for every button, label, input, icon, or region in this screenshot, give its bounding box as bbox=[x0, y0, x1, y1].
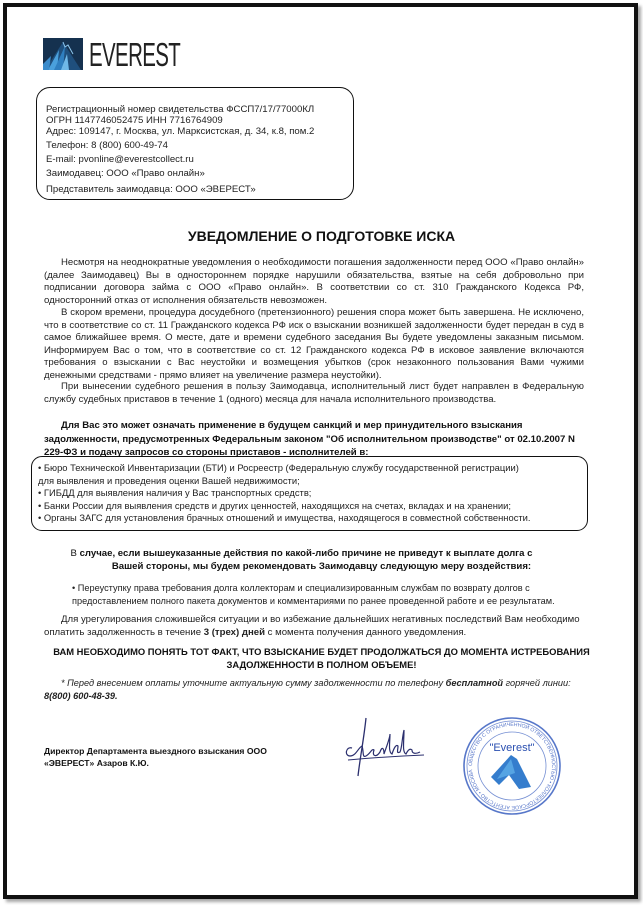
lender-representative: Представитель заимодавца: ООО «ЭВЕРЕСТ» bbox=[46, 184, 256, 196]
ogrn-inn: ОГРН 1147746052475 ИНН 7716764909 bbox=[46, 114, 223, 126]
company-stamp-icon bbox=[461, 715, 563, 817]
warning-line-2: ЗАДОЛЖЕННОСТИ В ПОЛНОМ ОБЪЕМЕ! bbox=[226, 658, 417, 670]
footnote-start: * Перед внесением оплаты уточните актуальную сумму задолженности по телефону bbox=[61, 678, 446, 688]
phone: Телефон: 8 (800) 600-49-74 bbox=[46, 139, 168, 151]
bullet-item-zags: • Органы ЗАГС для установления брачных отношений и имущества, находящегося в совместной собственности. bbox=[38, 512, 531, 524]
bullet-item-banks: • Банки России для выявления средств и других ценностей, находящихся на счетах, вкладах и на хранении; bbox=[38, 499, 511, 511]
payment-deadline: 3 (трех) дней bbox=[203, 626, 265, 638]
director-signature-block bbox=[44, 745, 267, 769]
footnote-free: бесплатной bbox=[445, 678, 504, 688]
document-title: УВЕДОМЛЕНИЕ О ПОДГОТОВКЕ ИСКА bbox=[187, 228, 456, 244]
email: E-mail: pvonline@everestcollect.ru bbox=[46, 153, 194, 165]
lender: Заимодавец: ООО «Право онлайн» bbox=[46, 167, 205, 179]
paragraph-7-payment bbox=[44, 614, 584, 639]
paragraph-1: Несмотря на неоднократные уведомления о необходимости погашения задолженности перед ООО «Право онлайн» (далее Заимодавец) Вы в одностороннем порядке нарушили обязательства, взятые на себя добровольно при подписании договора займа с ООО «Право онлайн». В соответствии со ст. 310 Гражданского Кодекса РФ, односторонний отказ от исполнения обязательств невозможен. bbox=[44, 257, 584, 306]
paragraph-6-line2: предоставлением полного пакета документов и комментариями по ранее проведенной работе и ее результатам. bbox=[72, 595, 555, 606]
bullet-item-bti-cont: для выявления и проведения оценки Вашей недвижимости; bbox=[38, 474, 300, 486]
bullet-item-gibdd: • ГИБДД для выявления наличия у Вас транспортных средств; bbox=[38, 487, 312, 499]
enforcement-agencies-box bbox=[31, 456, 588, 531]
company-info-box bbox=[36, 87, 354, 200]
paragraph-6-line1: • Переуступку права требования долга коллекторам и специализированным службам по возврату долгов с bbox=[72, 583, 530, 593]
registration-number: Регистрационный номер свидетельства ФССП7/17/77000КЛ bbox=[46, 104, 315, 115]
svg-text:"Everest": "Everest" bbox=[489, 742, 535, 754]
paragraph-5-line1: случае, если вышеуказанные действия по какой-либо причине не приведут к выплате долга с bbox=[79, 548, 533, 559]
logo-wordmark: EVEREST bbox=[89, 36, 181, 73]
paragraph-6-assignment bbox=[72, 582, 612, 607]
paragraph-3: При вынесении судебного решения в пользу Заимодавца, исполнительный лист будет направлен в Федеральную службу судебных приставов в течение 1 (одного) месяца для начала исполнительного производства. bbox=[44, 381, 584, 405]
footnote bbox=[44, 677, 584, 702]
address: Адрес: 109147, г. Москва, ул. Марксистская, д. 34, к.8, пом.2 bbox=[46, 125, 315, 137]
paragraph-2: В скором времени, процедура досудебного (претензионного) решения спора может быть завершена. Не исключено, что в соответствие со ст. 11 Гражданского кодекса РФ иск о взыскании возникшей задолженности будет передан в суд в самое ближайшее время. О месте, дате и времени судебного заседания Вы будете уведомлены заказным письмом. Информируем Вас о том, что в соответствие со ст. 12 Гражданского кодекса РФ в исковое заявление включаются требования о взыскании с Вас неустойки и возмещения убытков (срок незаконного пользования Вами чужими денежными средствами - прямо влияет на увеличение размера неустойки). bbox=[44, 307, 584, 381]
handwritten-signature-icon bbox=[340, 708, 430, 783]
hotline-phone: 8(800) 600-48-39. bbox=[44, 690, 118, 701]
warning-notice bbox=[0, 646, 643, 672]
bullet-item-bti: • Бюро Технической Инвентаризации (БТИ) и Росреестр (Федеральную службу государственной регистрации) bbox=[38, 462, 519, 473]
paragraph-7-start: Для урегулирования сложившейся ситуации и во избежание дальнейших негативных последствий Вам необходимо оплатить задолженность в течение bbox=[44, 614, 580, 638]
paragraph-4-sanctions: Для Вас это может означать применение в будущем санкций и мер принудительного взыскания задолженности, предусмотренных Федеральным законом "Об исполнительном производстве" от 02.10.2007 N 229-ФЗ и подачу запросов со стороны приставов - исполнителей в: bbox=[44, 420, 575, 458]
warning-line-1: ВАМ НЕОБХОДИМО ПОНЯТЬ ТОТ ФАКТ, ЧТО ВЗЫСКАНИЕ БУДЕТ ПРОДОЛЖАТЬСЯ ДО МОМЕНТА ИСТРЕБОВАНИЯ bbox=[53, 646, 590, 657]
paragraph-7-end: с момента получения данного уведомления. bbox=[265, 626, 467, 638]
paragraph-5-line2: Вашей стороны, мы будем рекомендовать Заимодавцу следующую меру воздействия: bbox=[111, 561, 532, 572]
paragraph-5-recommendation bbox=[0, 547, 643, 573]
director-title: Директор Департамента выездного взыскания ООО bbox=[44, 746, 267, 756]
mountain-logo-icon bbox=[43, 38, 83, 70]
svg-text:ОБЩЕСТВО С ОГРАНИЧЕННОЙ ОТВЕТС: ОБЩЕСТВО С ОГРАНИЧЕННОЙ ОТВЕТСТВЕННОСТЬЮ • КОЛЛЕКТОРСКОЕ АГЕНТСТВО • МОСКВА bbox=[467, 721, 557, 811]
paragraph-5-prefix: В bbox=[70, 548, 80, 559]
director-name: «ЭВЕРЕСТ» Азаров К.Ю. bbox=[44, 758, 149, 768]
footnote-mid: горячей линии: bbox=[503, 678, 571, 688]
company-logo bbox=[43, 36, 181, 73]
